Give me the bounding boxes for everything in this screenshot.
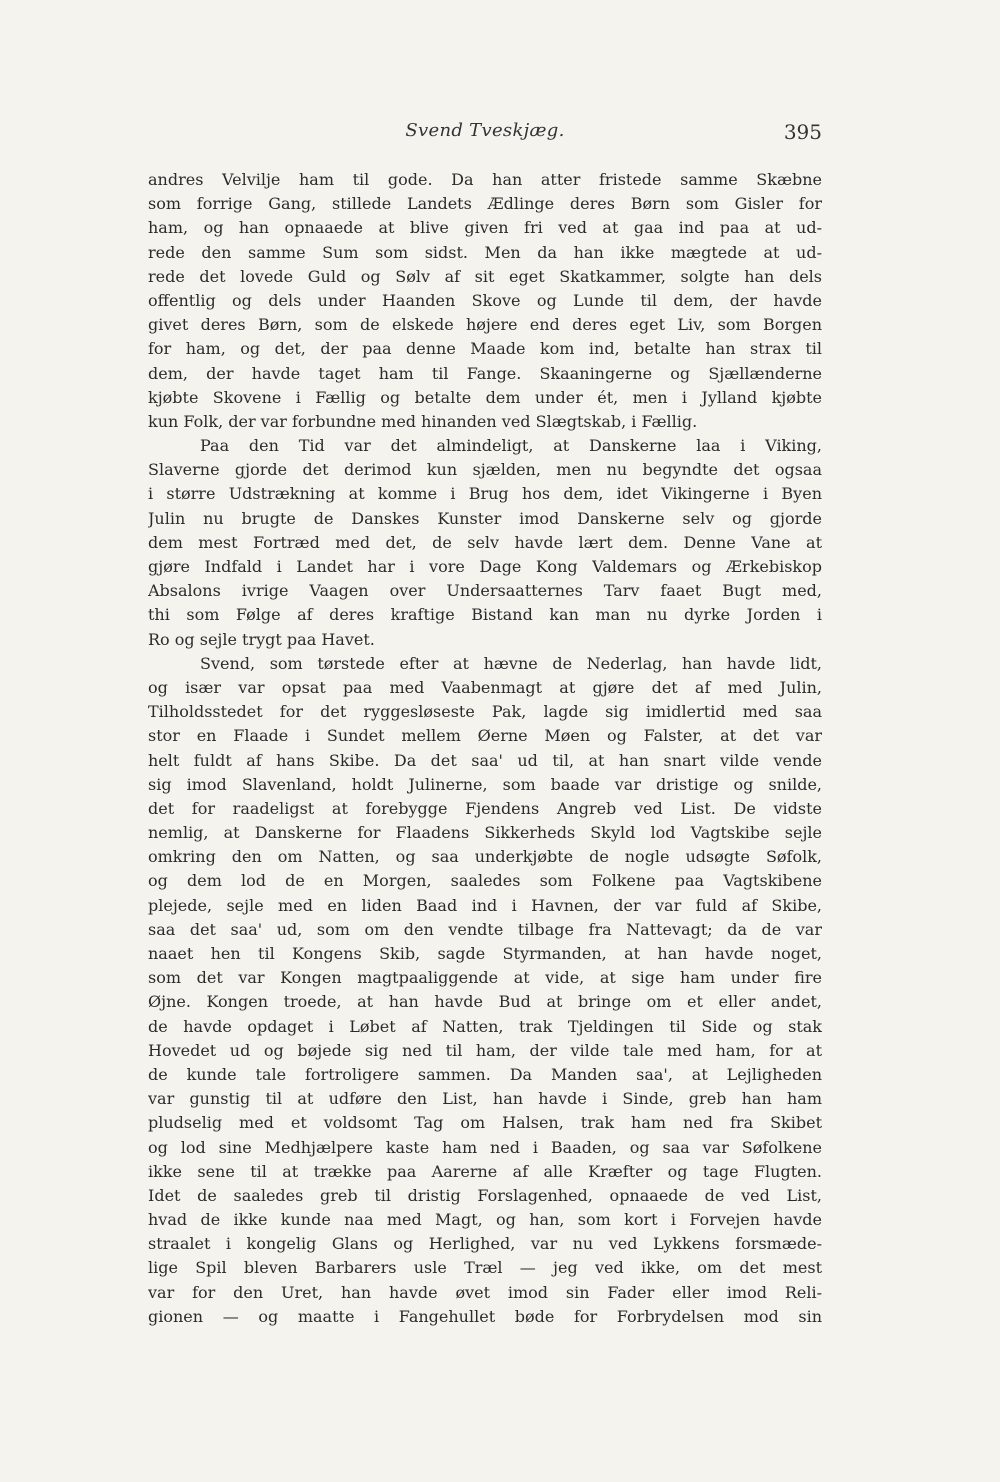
text-line: thi som Følge af deres kraftige Bistand kan man nu dyrke Jorden i (148, 605, 822, 625)
text-line: stor en Flaade i Sundet mellem Øerne Møen og Falster, at det var (148, 726, 822, 746)
text-line: som det var Kongen magtpaaliggende at vide, at sige ham under fire (148, 968, 822, 988)
text-line: Hovedet ud og bøjede sig ned til ham, der vilde tale med ham, for at (148, 1040, 822, 1060)
text-line: og lod sine Medhjælpere kaste ham ned i Baaden, og saa var Søfolkene (148, 1137, 822, 1157)
text-line: omkring den om Natten, og saa underkjøbte de nogle udsøgte Søfolk, (148, 847, 822, 867)
text-line: Svend, som tørstede efter at hævne de Nederlag, han havde lidt, (200, 653, 822, 673)
body-text (148, 168, 822, 1329)
text-line: Øjne. Kongen troede, at han havde Bud at bringe om et eller andet, (148, 992, 822, 1012)
text-line: rede det lovede Guld og Sølv af sit eget Skatkammer, solgte han dels (148, 266, 822, 286)
page-number: 395 (783, 120, 822, 144)
text-line: lige Spil bleven Barbarers usle Træl — jeg ved ikke, om det mest (148, 1258, 822, 1278)
text-line: i større Udstrækning at komme i Brug hos dem, idet Vikingerne i Byen (148, 484, 822, 504)
text-line: dem mest Fortræd med det, de selv havde lært dem. Denne Vane at (148, 532, 822, 552)
text-line: dem, der havde taget ham til Fange. Skaaningerne og Sjællænderne (148, 363, 822, 383)
page-header (148, 120, 822, 150)
text-line: andres Velvilje ham til gode. Da han atter fristede samme Skæbne (148, 170, 822, 189)
text-line: og dem lod de en Morgen, saaledes som Folkene paa Vagtskibene (148, 871, 822, 891)
text-line: var gunstig til at udføre den List, han havde i Sinde, greb han ham (148, 1089, 822, 1109)
running-title: Svend Tveskjæg. (405, 120, 565, 141)
text-line: helt fuldt af hans Skibe. Da det saa' ud til, at han snart vilde vende (148, 750, 822, 770)
text-line: det for raadeligst at forebygge Fjendens Angreb ved List. De vidste (148, 798, 822, 818)
text-line: Julin nu brugte de Danskes Kunster imod Danskerne selv og gjorde (148, 508, 822, 528)
text-line: givet deres Børn, som de elskede højere end deres eget Liv, som Borgen (148, 315, 822, 335)
text-line: Ro og sejle trygt paa Havet. (148, 629, 375, 649)
text-line: sig imod Slavenland, holdt Julinerne, som baade var dristige og snilde, (148, 774, 822, 794)
text-line: saa det saa' ud, som om den vendte tilbage fra Nattevagt; da de var (148, 919, 822, 939)
text-line: de havde opdaget i Løbet af Natten, trak Tjeldingen til Side og stak (148, 1016, 822, 1036)
text-line: kjøbte Skovene i Fællig og betalte dem under ét, men i Jylland kjøbte (148, 387, 822, 407)
text-line: var for den Uret, han havde øvet imod sin Fader eller imod Reli- (148, 1282, 822, 1302)
text-line: pludselig med et voldsomt Tag om Halsen, trak ham ned fra Skibet (148, 1113, 822, 1133)
text-line: de kunde tale fortroligere sammen. Da Manden saa', at Lejligheden (148, 1064, 822, 1084)
text-line: gjøre Indfald i Landet har i vore Dage Kong Valdemars og Ærkebiskop (148, 557, 822, 576)
text-line: plejede, sejle med en liden Baad ind i Havnen, der var fuld af Skibe, (148, 895, 822, 915)
text-line: gionen — og maatte i Fangehullet bøde for Forbrydelsen mod sin (148, 1306, 822, 1326)
text-line: Absalons ivrige Vaagen over Undersaatternes Tarv faaet Bugt med, (148, 581, 822, 601)
text-line: naaet hen til Kongens Skib, sagde Styrmanden, at han havde noget, (148, 944, 822, 963)
text-line: nemlig, at Danskerne for Flaadens Sikkerheds Skyld lod Vagtskibe sejle (148, 823, 822, 843)
text-line: for ham, og det, der paa denne Maade kom ind, betalte han strax til (148, 339, 822, 359)
text-line: og især var opsat paa med Vaabenmagt at gjøre det af med Julin, (148, 677, 822, 697)
text-line: som forrige Gang, stillede Landets Ædlinge deres Børn som Gisler for (148, 194, 822, 214)
text-line: hvad de ikke kunde naa med Magt, og han, som kort i Forvejen havde (148, 1210, 822, 1230)
text-line: rede den samme Sum som sidst. Men da han ikke mægtede at ud- (148, 242, 822, 262)
text-line: straalet i kongelig Glans og Herlighed, var nu ved Lykkens forsmæde- (148, 1234, 822, 1254)
text-line: ham, og han opnaaede at blive given fri ved at gaa ind paa at ud- (148, 218, 822, 238)
text-line: Slaverne gjorde det derimod kun sjælden, men nu begyndte det ogsaa (148, 460, 822, 480)
text-line: ikke sene til at trække paa Aarerne af alle Kræfter og tage Flugten. (148, 1161, 822, 1181)
text-line: Paa den Tid var det almindeligt, at Danskerne laa i Viking, (200, 436, 822, 456)
text-line: Idet de saaledes greb til dristig Forslagenhed, opnaaede de ved List, (148, 1185, 822, 1205)
text-line: offentlig og dels under Haanden Skove og Lunde til dem, der havde (148, 290, 822, 310)
text-line: Tilholdsstedet for det ryggesløseste Pak, lagde sig imidlertid med saa (148, 702, 822, 722)
text-line: kun Folk, der var forbundne med hinanden ved Slægtskab, i Fællig. (148, 411, 698, 431)
